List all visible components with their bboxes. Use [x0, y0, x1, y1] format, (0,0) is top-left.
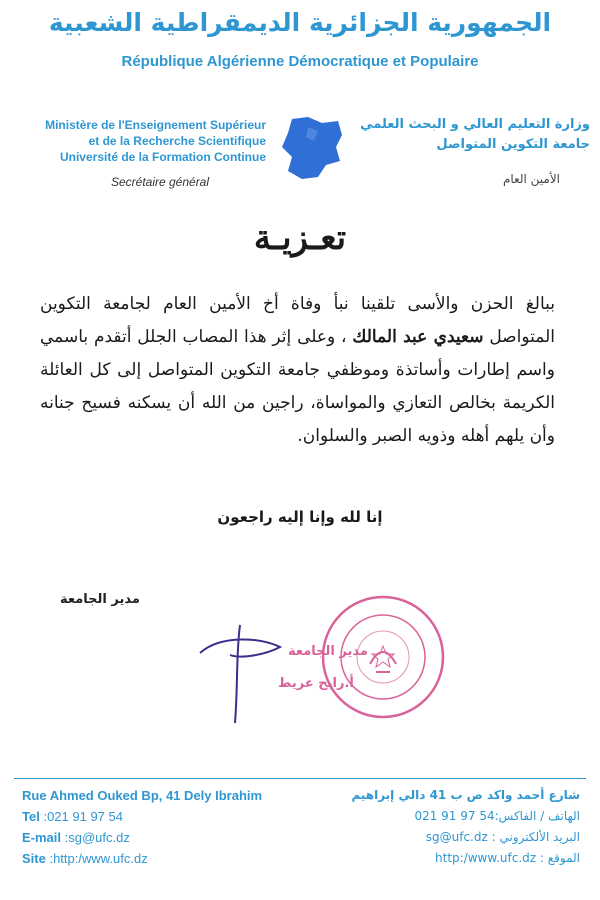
site-value-ar: http:/www.ufc.dz: [435, 851, 537, 865]
email-label-ar: البريد الألكتروني :: [491, 830, 580, 844]
body-text-part-2: ، وعلى إثر هذا المصاب الجلل أتقدم باسمي واسم إطارات وأساتذة وموظفي جامعة التكوين المتواصل إلى كل العائلة الكريمة بخالص التعازي والمواساة، راجين من الله أن يسكنه فسيح جنانه وأن يلهم أهله وذويه الصبر والسلوان.: [40, 327, 555, 446]
tel-value-ar: 021 91 97 54: [414, 809, 495, 823]
ministry-line-1: Ministère de l'Enseignement Supérieur: [45, 118, 266, 132]
secretary-general-ar: الأمين العام: [502, 172, 560, 186]
ministry-line-2: et de la Recherche Scientifique: [88, 134, 266, 148]
site-value: :http:/www.ufc.dz: [49, 851, 148, 866]
tel-label-ar: الهاتف / الفاكس:: [494, 809, 580, 823]
signature-name: أ.رابح عريط: [278, 676, 354, 691]
ministry-block-fr: [14, 117, 266, 165]
footer-address-ar: شارع أحمد واكد ص ب 41 دالي إبراهيم: [351, 788, 580, 802]
quran-verse: إنا لله وإنا إليه راجعون: [217, 508, 383, 526]
tel-label: Tel: [22, 809, 40, 824]
university-logo: [278, 113, 348, 183]
email-label: E-mail: [22, 830, 62, 845]
condolence-body: [40, 288, 555, 453]
signature-title: مدير الجامعة: [288, 644, 368, 659]
body-text-part-1: ببالغ الحزن والأسى تلقينا نبأ وفاة أخ الأمين العام لجامعة التكوين المتواصل: [40, 294, 555, 347]
signature: [170, 625, 368, 725]
footer-contact-fr: [22, 785, 302, 869]
university-line-ar: جامعة التكوين المتواصل: [436, 137, 590, 152]
site-label: Site: [22, 851, 46, 866]
secretary-general-fr: Secrétaire général: [110, 175, 210, 189]
deceased-name: سعيدي عبد المالك: [352, 327, 484, 347]
french-republic-heading: République Algérienne Démocratique et Populaire: [121, 53, 479, 70]
site-label-ar: الموقع :: [539, 851, 580, 865]
email-value-ar: sg@ufc.dz: [425, 830, 488, 844]
director-label: مدير الجامعة: [60, 592, 140, 607]
ministry-line-ar: وزارة التعليم العالي و البحث العلمي: [360, 117, 590, 132]
ministry-block-ar: [360, 115, 590, 155]
university-line-fr: Université de la Formation Continue: [59, 150, 266, 164]
tel-value: :021 91 97 54: [43, 809, 123, 824]
footer-address-fr: Rue Ahmed Ouked Bp, 41 Dely Ibrahim: [22, 788, 263, 803]
official-stamp: [318, 592, 448, 722]
email-value: :sg@ufc.dz: [64, 830, 130, 845]
footer-contact-ar: [300, 785, 580, 869]
arabic-republic-heading: الجمهورية الجزائرية الديمقراطية الشعبية: [48, 8, 552, 37]
document-title: تعـزيـة: [253, 218, 347, 258]
footer-divider: [14, 778, 586, 779]
